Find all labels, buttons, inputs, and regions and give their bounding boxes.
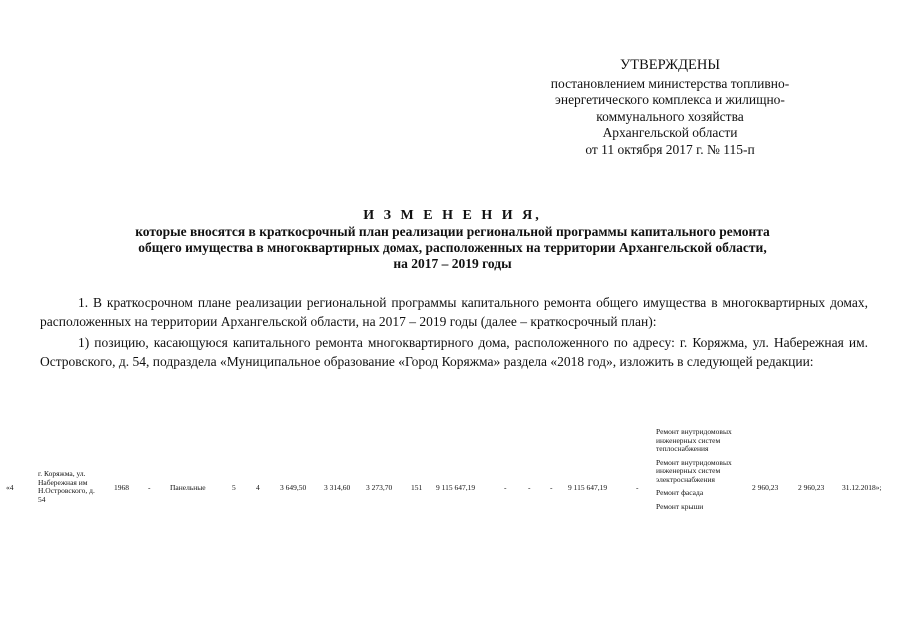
row-year-overhaul: -: [148, 483, 151, 492]
row-number: «4: [6, 483, 14, 492]
row-cost-owners: 9 115 647,19: [568, 483, 608, 492]
row-entrances: 4: [256, 483, 260, 492]
row-area-residential: 3 273,70: [366, 483, 393, 492]
approval-line: энергетического комплекса и жилищно-: [555, 92, 785, 108]
row-limit-cost: 2 960,23: [798, 483, 825, 492]
row-total-area: 3 649,50: [280, 483, 307, 492]
row-address: г. Коряжма, ул. Набережная им Н.Островского, д. 54: [38, 469, 95, 504]
paragraph-1: 1. В краткосрочном плане реализации региональной программы капитального ремонта общего имущества в многоквартирных домах, расположенных на территории Архангельской области, на 2017 – 2019 годы (далее – краткосрочный план):: [40, 295, 868, 329]
row-floors: 5: [232, 483, 236, 492]
row-cost-total: 9 115 647,19: [436, 483, 476, 492]
document-title: [40, 208, 865, 272]
approval-date-line: от 11 октября 2017 г. № 115-п: [585, 141, 755, 157]
row-dash: -: [528, 483, 531, 492]
title-line: которые вносятся в краткосрочный план реализации региональной программы капитального ремонта: [135, 224, 770, 239]
paragraph-2: 1) позицию, касающуюся капитального ремонта многоквартирного дома, расположенного по адресу: г. Коряжма, ул. Набережная им. Островского, д. 54, подраздела «Муниципальное образование «Город Коряжма» раздела «2018 год», изложить в следующей редакции:: [40, 335, 868, 369]
row-year-built: 1968: [114, 483, 129, 492]
body-text: [40, 294, 868, 374]
approval-heading: УТВЕРЖДЕНЫ: [619, 57, 721, 73]
row-area-premises: 3 314,60: [324, 483, 351, 492]
work-item: Ремонт фасада: [656, 488, 704, 497]
works-list: [656, 428, 748, 516]
approval-line: коммунального хозяйства: [596, 108, 744, 124]
approval-block: [520, 56, 820, 158]
approval-line: Архангельской области: [602, 125, 738, 141]
row-dash: -: [504, 483, 507, 492]
row-residents: 151: [411, 483, 423, 492]
title-line: на 2017 – 2019 годы: [393, 256, 512, 271]
work-item: Ремонт крыши: [656, 501, 704, 511]
row-unit-cost: 2 960,23: [752, 483, 779, 492]
row-wall-material: Панельные: [170, 483, 206, 492]
row-dash: -: [550, 483, 553, 492]
title-word: И З М Е Н Е Н И Я,: [363, 208, 542, 223]
table-row: [0, 420, 905, 560]
approval-line: постановлением министерства топливно-: [550, 76, 790, 91]
work-item: Ремонт внутридомовых инженерных систем теплоснабжения: [656, 427, 732, 453]
work-item: Ремонт внутридомовых инженерных систем электроснабжения: [656, 457, 732, 484]
row-completion-date: 31.12.2018»;: [842, 483, 882, 492]
title-line: общего имущества в многоквартирных домах, расположенных на территории Архангельской области,: [138, 240, 767, 255]
row-dash: -: [636, 483, 639, 492]
